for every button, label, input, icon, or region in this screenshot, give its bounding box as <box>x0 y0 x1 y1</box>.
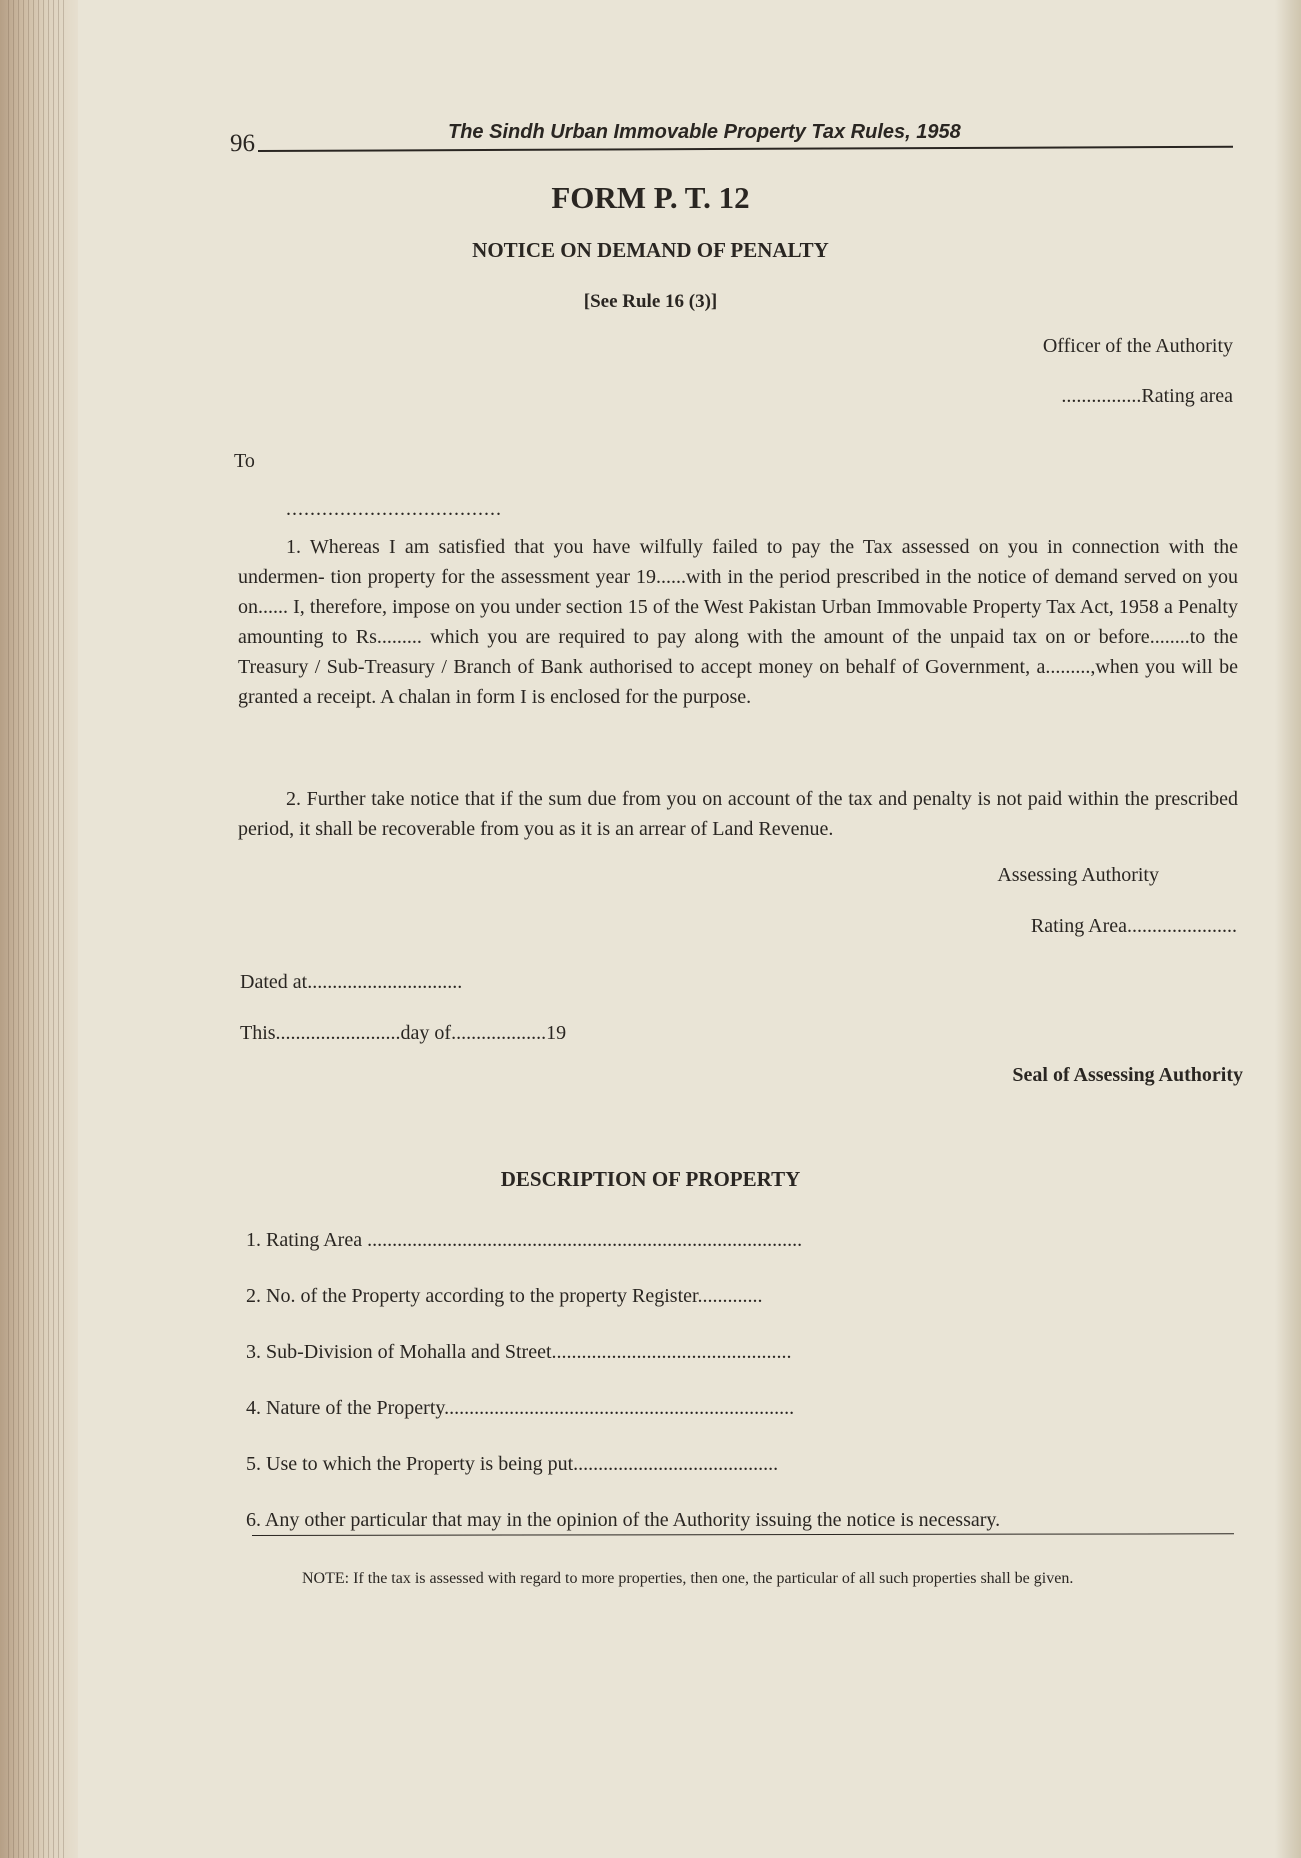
list-item: 3. Sub-Division of Mohalla and Street................................................ <box>246 1341 792 1363</box>
assessing-authority-label: Assessing Authority <box>997 864 1159 886</box>
addressee-blank: .................................... <box>286 498 502 520</box>
form-title: FORM P. T. 12 <box>551 180 750 215</box>
description-list <box>246 1225 1000 1561</box>
list-item: 1. Rating Area ....................................................................................... <box>246 1229 803 1251</box>
description-title: DESCRIPTION OF PROPERTY <box>500 1167 801 1191</box>
dated-at-line: Dated at............................... <box>240 971 463 993</box>
paragraph-2: 2. Further take notice that if the sum due from you on account of the tax and penalty is not paid within the prescribed period, it shall be recoverable from you as it is an arrear of Land Revenue. <box>238 788 1238 840</box>
list-item: 4. Nature of the Property...................................................................... <box>246 1397 795 1419</box>
paragraph-1: 1. Whereas I am satisfied that you have wilfully failed to pay the Tax assessed on you in connection with the undermen- tion property for the assessment year 19......with in the period prescribed in the notice of demand served on you on...... I, therefore, impose on you under section 15 of the West Pakistan Urban Immovable Property Tax Act, 1958 a Penalty amounting to Rs......... which you are required to pay along with the amount of the unpaid tax on or before........to the Treasury / Sub-Treasury / Branch of Bank authorised to accept money on behalf of Government, a.........,when you will be granted a receipt. A chalan in form I is enclosed for the purpose. <box>238 536 1238 708</box>
day-of-line: This.........................day of...................19 <box>240 1022 567 1044</box>
rule-reference: [See Rule 16 (3)] <box>583 291 718 312</box>
signature-rating-area: Rating Area...................... <box>1030 915 1237 937</box>
to-label: To <box>234 450 255 472</box>
header-rule <box>258 146 1233 152</box>
notice-title: NOTICE ON DEMAND OF PENALTY <box>472 238 829 262</box>
list-item: 6. Any other particular that may in the opinion of the Authority issuing the notice is necessary. <box>246 1509 1001 1531</box>
officer-label: Officer of the Authority <box>1042 335 1233 357</box>
running-title: The Sindh Urban Immovable Property Tax Rules, 1958 <box>448 121 961 143</box>
list-item: 5. Use to which the Property is being put......................................... <box>246 1453 779 1475</box>
footnote: NOTE: If the tax is assessed with regard to more properties, then one, the particular of all such properties shall be given. <box>302 1570 1074 1587</box>
issuer-rating-area: ................Rating area <box>1061 385 1233 407</box>
page-number: 96 <box>230 130 255 157</box>
list-item: 2. No. of the Property according to the property Register............. <box>246 1285 763 1307</box>
seal-label: Seal of Assessing Authority <box>1012 1064 1243 1086</box>
